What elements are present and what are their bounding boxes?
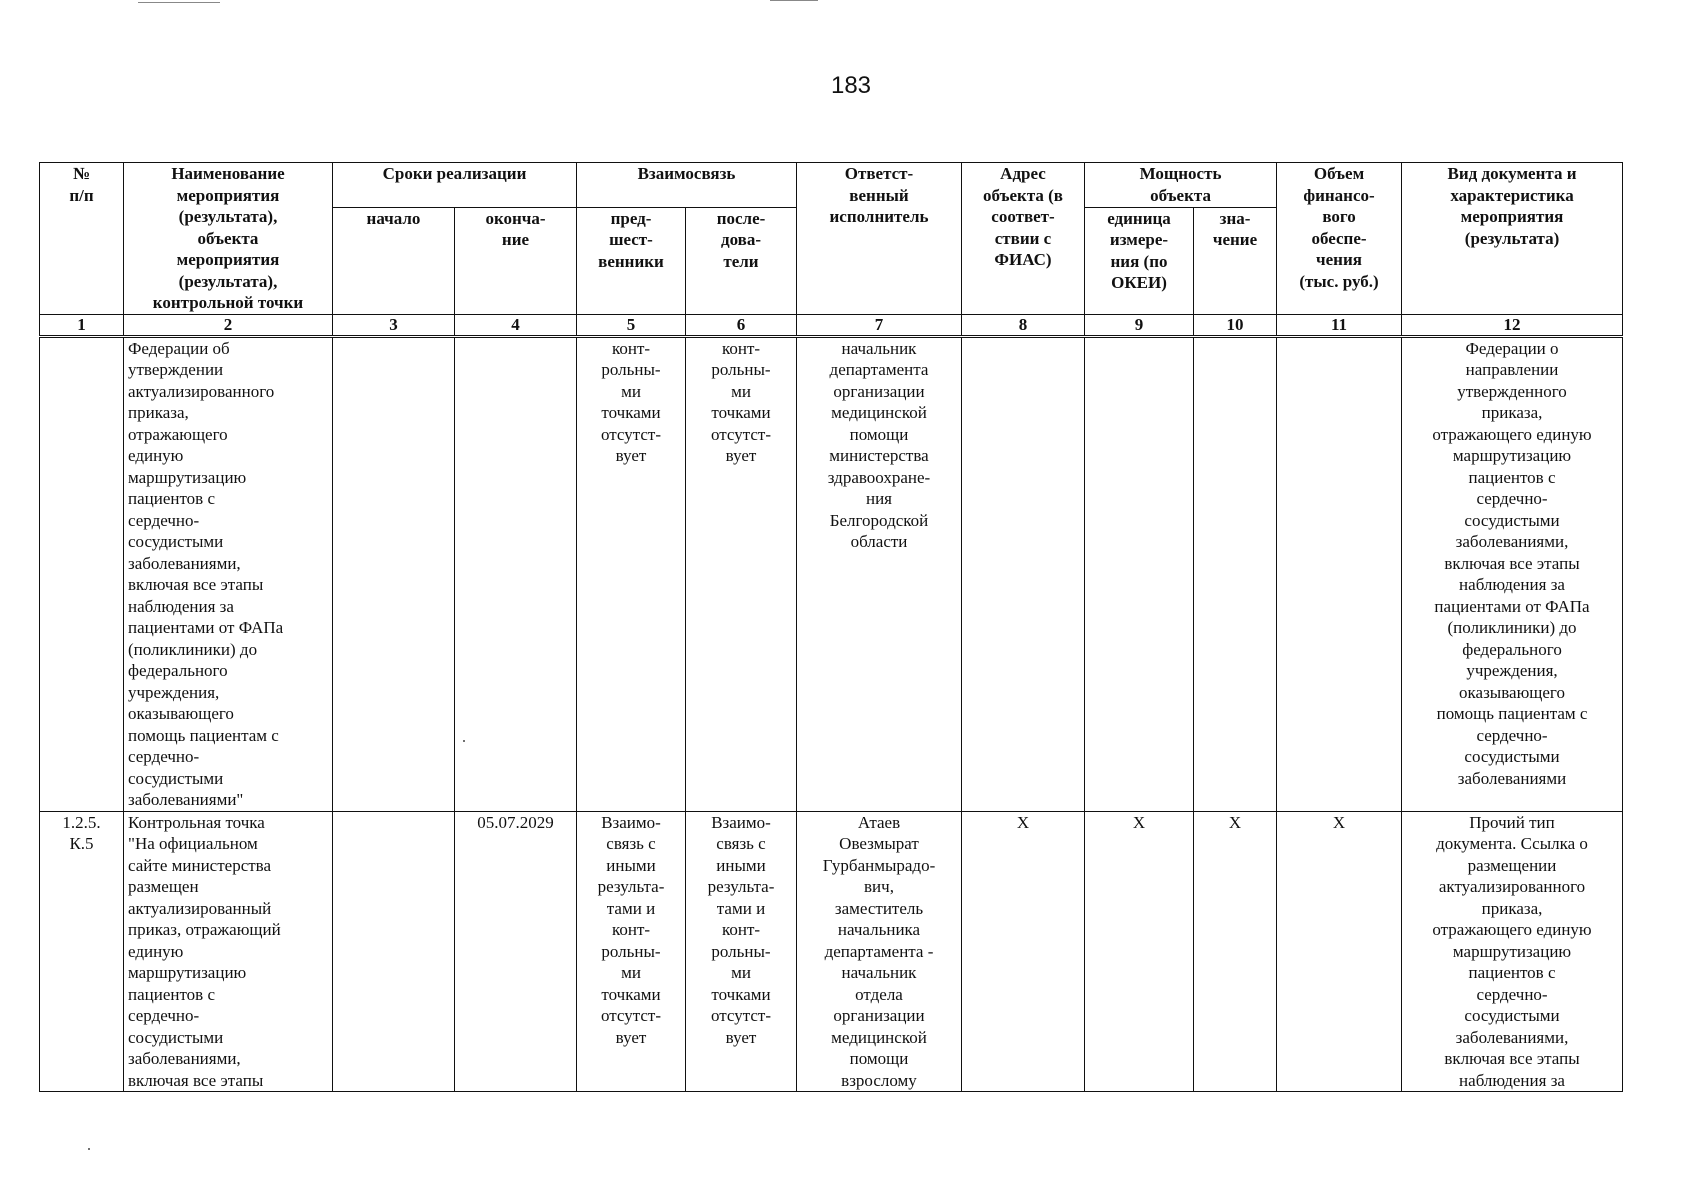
- row-end-cell: 05.07.2029: [455, 811, 577, 1092]
- column-number: 5: [577, 314, 686, 336]
- column-number: 2: [124, 314, 333, 336]
- header-start: начало: [333, 207, 455, 314]
- header-responsible: Ответст- венный исполнитель: [797, 163, 962, 315]
- row-value-cell: X: [1194, 811, 1277, 1092]
- column-number: 9: [1085, 314, 1194, 336]
- column-number: 6: [686, 314, 797, 336]
- column-number-row: [40, 314, 1623, 336]
- table-row: [40, 811, 1623, 1092]
- column-number: 1: [40, 314, 124, 336]
- table-row: [40, 336, 1623, 811]
- row-succ-cell: Взаимо- связь с иными результа- тами и конт- рольны- ми точками отсутст- вует: [686, 811, 797, 1092]
- header-unit: единица измере- ния (по ОКЕИ): [1085, 207, 1194, 314]
- row-name-cell: Контрольная точка "На официальном сайте министерства размещен актуализированный приказ, отражающий единую маршрутизацию пациентов с сердечно- сосудистыми заболеваниями, включая все этапы: [124, 811, 333, 1092]
- row-end-cell: [455, 336, 577, 811]
- header-end: оконча- ние: [455, 207, 577, 314]
- header-doc-type: Вид документа и характеристика мероприятия (результата): [1402, 163, 1623, 315]
- row-pred-cell: Взаимо- связь с иными результа- тами и конт- рольны- ми точками отсутст- вует: [577, 811, 686, 1092]
- row-unit-cell: [1085, 336, 1194, 811]
- column-number: 7: [797, 314, 962, 336]
- activities-table: [39, 162, 1623, 1092]
- column-number: 11: [1277, 314, 1402, 336]
- scan-speck: [88, 1148, 90, 1150]
- row-start-cell: [333, 811, 455, 1092]
- header-succ: после- дова- тели: [686, 207, 797, 314]
- header-address: Адрес объекта (в соответ- ствии с ФИАС): [962, 163, 1085, 315]
- header-value: зна- чение: [1194, 207, 1277, 314]
- header-capacity: Мощность объекта: [1085, 163, 1277, 208]
- row-responsible-cell: Атаев Овезмырат Гурбанмырадо- вич, заместитель начальника департамента - начальник отдела организации медицинской помощи взрослому: [797, 811, 962, 1092]
- header-name: Наименование мероприятия (результата), объекта мероприятия (результата), контрольной точки: [124, 163, 333, 315]
- row-finance-cell: [1277, 336, 1402, 811]
- column-number: 10: [1194, 314, 1277, 336]
- scan-artifact-line: [138, 2, 220, 3]
- header-terms: Сроки реализации: [333, 163, 577, 208]
- column-number: 4: [455, 314, 577, 336]
- header-relation: Взаимосвязь: [577, 163, 797, 208]
- row-unit-cell: X: [1085, 811, 1194, 1092]
- row-responsible-cell: начальник департамента организации медицинской помощи министерства здравоохране- ния Белгородской области: [797, 336, 962, 811]
- row-address-cell: [962, 336, 1085, 811]
- row-num-cell: 1.2.5. К.5: [40, 811, 124, 1092]
- row-name-cell: Федерации об утверждении актуализированного приказа, отражающего единую маршрутизацию пациентов с сердечно- сосудистыми заболеваниями, включая все этапы наблюдения за пациентами от ФАПа (поликлиники) до федерального учреждения, оказывающего помощь пациентам с сердечно- сосудистыми заболеваниями": [124, 336, 333, 811]
- scan-speck: [463, 740, 465, 742]
- header-finance: Объем финансо- вого обеспе- чения (тыс. руб.): [1277, 163, 1402, 315]
- row-pred-cell: конт- рольны- ми точками отсутст- вует: [577, 336, 686, 811]
- column-number: 12: [1402, 314, 1623, 336]
- row-succ-cell: конт- рольны- ми точками отсутст- вует: [686, 336, 797, 811]
- column-number: 3: [333, 314, 455, 336]
- page-number: 183: [830, 72, 872, 99]
- row-doc-cell: Федерации о направлении утвержденного приказа, отражающего единую маршрутизацию пациентов с сердечно- сосудистыми заболеваниями, включая все этапы наблюдения за пациентами от ФАПа (поликлиники) до федерального учреждения, оказывающего помощь пациентам с сердечно- сосудистыми заболеваниями: [1402, 336, 1623, 811]
- row-doc-cell: Прочий тип документа. Ссылка о размещении актуализированного приказа, отражающего единую маршрутизацию пациентов с сердечно- сосудистыми заболеваниями, включая все этапы наблюдения за: [1402, 811, 1623, 1092]
- row-finance-cell: X: [1277, 811, 1402, 1092]
- scan-artifact-line: [770, 0, 818, 1]
- column-number: 8: [962, 314, 1085, 336]
- row-num-cell: [40, 336, 124, 811]
- header-num: № п/п: [40, 163, 124, 315]
- row-start-cell: [333, 336, 455, 811]
- row-address-cell: X: [962, 811, 1085, 1092]
- header-pred: пред- шест- венники: [577, 207, 686, 314]
- row-value-cell: [1194, 336, 1277, 811]
